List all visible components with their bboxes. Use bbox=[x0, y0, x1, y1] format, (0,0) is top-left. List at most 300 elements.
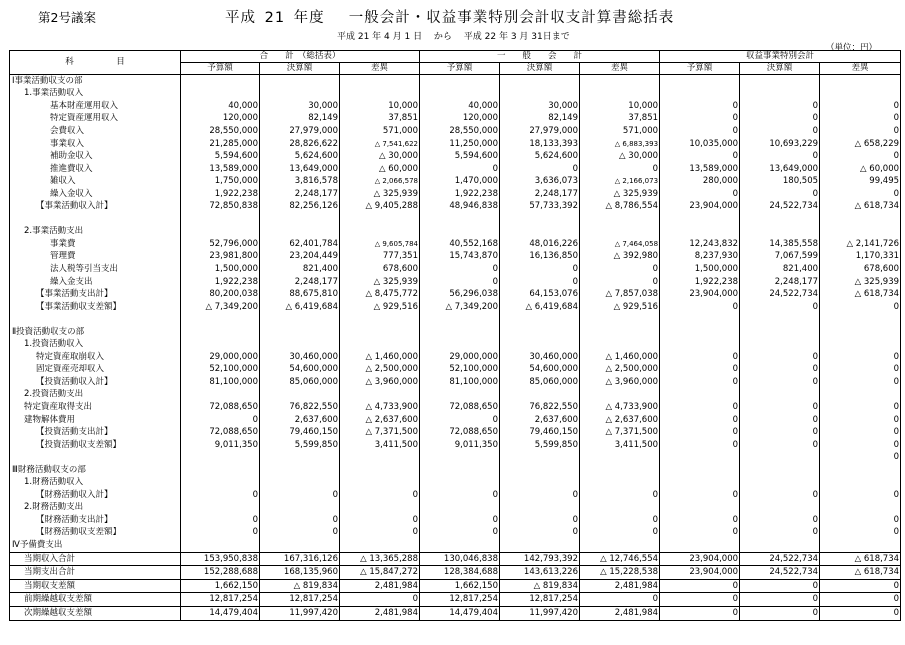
amount-cell bbox=[260, 88, 340, 101]
amount-cell: 0 bbox=[660, 113, 740, 126]
table-row bbox=[10, 552, 901, 566]
amount-cell bbox=[181, 477, 260, 490]
currency-unit: （単位：円） bbox=[826, 43, 878, 53]
amount-cell: 5,594,600 bbox=[181, 150, 260, 163]
amount-cell bbox=[340, 326, 420, 339]
amount-cell: △ 2,637,600 bbox=[340, 414, 420, 427]
amount-cell: 23,904,000 bbox=[660, 288, 740, 301]
amount-cell bbox=[660, 213, 740, 226]
amount-cell: 0 bbox=[181, 527, 260, 540]
amount-cell: 1,500,000 bbox=[181, 263, 260, 276]
amount-cell: 0 bbox=[340, 527, 420, 540]
amount-cell: 0 bbox=[340, 593, 420, 607]
amount-cell bbox=[580, 338, 660, 351]
amount-cell bbox=[820, 213, 901, 226]
amount-cell bbox=[181, 338, 260, 351]
amount-cell: 2,637,600 bbox=[500, 414, 580, 427]
amount-cell: 56,296,038 bbox=[420, 288, 500, 301]
amount-cell: 0 bbox=[660, 150, 740, 163]
amount-cell: 0 bbox=[660, 125, 740, 138]
amount-cell: △ 9,605,784 bbox=[340, 238, 420, 251]
amount-cell: 0 bbox=[500, 514, 580, 527]
amount-cell: 37,851 bbox=[580, 113, 660, 126]
amount-cell: 11,997,420 bbox=[500, 606, 580, 620]
amount-cell bbox=[260, 464, 340, 477]
amount-cell bbox=[580, 464, 660, 477]
amount-cell: 30,460,000 bbox=[500, 351, 580, 364]
amount-cell: 18,133,393 bbox=[500, 138, 580, 151]
amount-cell bbox=[181, 213, 260, 226]
amount-cell: 64,153,076 bbox=[500, 288, 580, 301]
row-label: 繰入金支出 bbox=[10, 276, 181, 289]
amount-cell: △ 7,857,038 bbox=[580, 288, 660, 301]
amount-cell bbox=[820, 88, 901, 101]
amount-cell: 0 bbox=[740, 514, 820, 527]
amount-cell bbox=[420, 326, 500, 339]
table-row bbox=[10, 439, 901, 452]
amount-cell: 13,649,000 bbox=[740, 163, 820, 176]
amount-cell: 0 bbox=[660, 514, 740, 527]
table-row bbox=[10, 226, 901, 239]
table-row bbox=[10, 489, 901, 502]
amount-cell: 0 bbox=[420, 514, 500, 527]
amount-cell bbox=[340, 75, 420, 88]
table-row bbox=[10, 514, 901, 527]
amount-cell: 2,248,177 bbox=[500, 188, 580, 201]
amount-cell: 24,522,734 bbox=[740, 552, 820, 566]
table-row bbox=[10, 502, 901, 515]
table-row bbox=[10, 593, 901, 607]
amount-cell: 21,285,000 bbox=[181, 138, 260, 151]
amount-cell: 10,000 bbox=[340, 100, 420, 113]
amount-cell: 12,817,254 bbox=[181, 593, 260, 607]
amount-cell bbox=[500, 226, 580, 239]
amount-cell: 0 bbox=[820, 100, 901, 113]
amount-cell: 0 bbox=[580, 489, 660, 502]
amount-cell: 0 bbox=[740, 351, 820, 364]
amount-cell: 571,000 bbox=[340, 125, 420, 138]
row-label: 2.事業活動支出 bbox=[10, 226, 181, 239]
amount-cell: 0 bbox=[340, 514, 420, 527]
amount-cell: 57,733,392 bbox=[500, 200, 580, 213]
amount-cell: △ 618,734 bbox=[820, 566, 901, 580]
amount-cell: 0 bbox=[660, 188, 740, 201]
row-label: 【事業活動収入計】 bbox=[10, 200, 181, 213]
amount-cell: 24,522,734 bbox=[740, 566, 820, 580]
amount-cell: 30,000 bbox=[260, 100, 340, 113]
row-label: 事業収入 bbox=[10, 138, 181, 151]
amount-cell: 37,851 bbox=[340, 113, 420, 126]
amount-cell: 0 bbox=[420, 263, 500, 276]
amount-cell: △ 9,405,288 bbox=[340, 200, 420, 213]
amount-cell: 0 bbox=[181, 514, 260, 527]
amount-cell: 30,000 bbox=[500, 100, 580, 113]
amount-cell: △ 3,960,000 bbox=[580, 376, 660, 389]
amount-cell bbox=[340, 477, 420, 490]
amount-cell bbox=[181, 326, 260, 339]
row-label: 【投資活動収支差額】 bbox=[10, 439, 181, 452]
amount-cell: 120,000 bbox=[181, 113, 260, 126]
sub-header: 予算額 bbox=[181, 63, 260, 75]
amount-cell: 28,826,622 bbox=[260, 138, 340, 151]
amount-cell bbox=[260, 451, 340, 464]
table-row bbox=[10, 313, 901, 326]
amount-cell: 280,000 bbox=[660, 175, 740, 188]
row-label: 当期収支差額 bbox=[10, 579, 181, 593]
amount-cell bbox=[340, 226, 420, 239]
amount-cell: 0 bbox=[740, 606, 820, 620]
amount-cell: 72,088,650 bbox=[181, 401, 260, 414]
amount-cell: 80,200,038 bbox=[181, 288, 260, 301]
table-row bbox=[10, 451, 901, 464]
amount-cell: 10,693,229 bbox=[740, 138, 820, 151]
amount-cell: △ 658,229 bbox=[820, 138, 901, 151]
amount-cell: 14,479,404 bbox=[181, 606, 260, 620]
amount-cell: 0 bbox=[740, 125, 820, 138]
amount-cell bbox=[181, 313, 260, 326]
row-label: 【投資活動収入計】 bbox=[10, 376, 181, 389]
table-row bbox=[10, 539, 901, 552]
row-label: Ⅰ事業活動収支の部 bbox=[10, 75, 181, 88]
amount-cell bbox=[340, 338, 420, 351]
row-label: 【財務活動収支差額】 bbox=[10, 527, 181, 540]
amount-cell: 0 bbox=[660, 100, 740, 113]
amount-cell: △ 15,847,272 bbox=[340, 566, 420, 580]
amount-cell: 0 bbox=[660, 593, 740, 607]
amount-cell: △ 30,000 bbox=[580, 150, 660, 163]
amount-cell bbox=[500, 326, 580, 339]
amount-cell: 167,316,126 bbox=[260, 552, 340, 566]
amount-cell bbox=[340, 389, 420, 402]
amount-cell: 0 bbox=[740, 100, 820, 113]
amount-cell: 1,662,150 bbox=[181, 579, 260, 593]
amount-cell: 0 bbox=[500, 527, 580, 540]
amount-cell: 0 bbox=[740, 113, 820, 126]
amount-cell: 12,817,254 bbox=[420, 593, 500, 607]
amount-cell: 72,088,650 bbox=[181, 426, 260, 439]
amount-cell bbox=[740, 389, 820, 402]
amount-cell bbox=[740, 313, 820, 326]
amount-cell: 2,637,600 bbox=[260, 414, 340, 427]
amount-cell: △ 8,786,554 bbox=[580, 200, 660, 213]
amount-cell: 2,248,177 bbox=[740, 276, 820, 289]
amount-cell bbox=[580, 477, 660, 490]
amount-cell: 23,904,000 bbox=[660, 552, 740, 566]
amount-cell: △ 15,228,538 bbox=[580, 566, 660, 580]
amount-cell: 0 bbox=[740, 414, 820, 427]
table-header bbox=[10, 51, 901, 75]
amount-cell bbox=[260, 502, 340, 515]
amount-cell: 0 bbox=[820, 188, 901, 201]
amount-cell: △ 7,349,200 bbox=[420, 301, 500, 314]
group-header-general: 一 般 会 計 bbox=[420, 51, 660, 63]
amount-cell: 0 bbox=[660, 401, 740, 414]
row-label: 雑収入 bbox=[10, 175, 181, 188]
amount-cell: △ 60,000 bbox=[820, 163, 901, 176]
amount-cell: △ 618,734 bbox=[820, 288, 901, 301]
amount-cell bbox=[820, 338, 901, 351]
amount-cell bbox=[740, 477, 820, 490]
amount-cell: 0 bbox=[820, 451, 901, 464]
row-label: 1.財務活動収入 bbox=[10, 477, 181, 490]
amount-cell: 168,135,960 bbox=[260, 566, 340, 580]
amount-cell: 0 bbox=[820, 593, 901, 607]
amount-cell: 0 bbox=[580, 593, 660, 607]
amount-cell: 1,922,238 bbox=[420, 188, 500, 201]
amount-cell bbox=[500, 213, 580, 226]
amount-cell bbox=[660, 326, 740, 339]
sub-header: 差異 bbox=[820, 63, 901, 75]
table-row bbox=[10, 426, 901, 439]
amount-cell bbox=[820, 326, 901, 339]
sub-header: 決算額 bbox=[740, 63, 820, 75]
row-label: 1.投資活動収入 bbox=[10, 338, 181, 351]
amount-cell bbox=[340, 313, 420, 326]
amount-cell: 1,922,238 bbox=[660, 276, 740, 289]
amount-cell: 13,589,000 bbox=[181, 163, 260, 176]
amount-cell bbox=[580, 539, 660, 552]
amount-cell bbox=[740, 326, 820, 339]
table-row bbox=[10, 100, 901, 113]
amount-cell: △ 3,960,000 bbox=[340, 376, 420, 389]
amount-cell: 0 bbox=[820, 606, 901, 620]
amount-cell bbox=[660, 313, 740, 326]
amount-cell bbox=[740, 502, 820, 515]
amount-cell bbox=[660, 88, 740, 101]
amount-cell: 0 bbox=[740, 150, 820, 163]
amount-cell bbox=[580, 451, 660, 464]
amount-cell: 0 bbox=[740, 593, 820, 607]
table-row bbox=[10, 376, 901, 389]
amount-cell bbox=[260, 389, 340, 402]
sub-header: 差異 bbox=[340, 63, 420, 75]
amount-cell: 3,411,500 bbox=[580, 439, 660, 452]
row-label: 事業費 bbox=[10, 238, 181, 251]
amount-cell: 142,793,392 bbox=[500, 552, 580, 566]
amount-cell: △ 325,939 bbox=[340, 188, 420, 201]
amount-cell: 40,552,168 bbox=[420, 238, 500, 251]
row-label: 【財務活動収入計】 bbox=[10, 489, 181, 502]
amount-cell: 571,000 bbox=[580, 125, 660, 138]
amount-cell: 52,796,000 bbox=[181, 238, 260, 251]
amount-cell bbox=[580, 389, 660, 402]
amount-cell: 2,481,984 bbox=[340, 606, 420, 620]
table-row bbox=[10, 75, 901, 88]
amount-cell: 0 bbox=[500, 489, 580, 502]
table-row bbox=[10, 125, 901, 138]
amount-cell: △ 13,365,288 bbox=[340, 552, 420, 566]
amount-cell: △ 60,000 bbox=[340, 163, 420, 176]
amount-cell: 81,100,000 bbox=[181, 376, 260, 389]
amount-cell bbox=[340, 213, 420, 226]
table-row bbox=[10, 263, 901, 276]
amount-cell: 0 bbox=[580, 263, 660, 276]
amount-cell: 27,979,000 bbox=[260, 125, 340, 138]
amount-cell bbox=[420, 338, 500, 351]
amount-cell: 10,035,000 bbox=[660, 138, 740, 151]
amount-cell: 2,481,984 bbox=[580, 606, 660, 620]
amount-cell: 0 bbox=[181, 414, 260, 427]
amount-cell: 0 bbox=[740, 579, 820, 593]
amount-cell: 5,624,600 bbox=[500, 150, 580, 163]
amount-cell bbox=[500, 502, 580, 515]
amount-cell: 76,822,550 bbox=[500, 401, 580, 414]
amount-cell bbox=[181, 389, 260, 402]
amount-cell bbox=[500, 313, 580, 326]
amount-cell: 40,000 bbox=[420, 100, 500, 113]
amount-cell: 13,649,000 bbox=[260, 163, 340, 176]
amount-cell bbox=[181, 88, 260, 101]
amount-cell: 72,088,650 bbox=[420, 401, 500, 414]
amount-cell: △ 929,516 bbox=[580, 301, 660, 314]
amount-cell: 0 bbox=[820, 125, 901, 138]
amount-cell: 0 bbox=[580, 276, 660, 289]
amount-cell: 0 bbox=[420, 276, 500, 289]
amount-cell bbox=[500, 88, 580, 101]
amount-cell bbox=[740, 75, 820, 88]
amount-cell bbox=[260, 313, 340, 326]
row-label: 2.投資活動支出 bbox=[10, 389, 181, 402]
amount-cell: △ 6,419,684 bbox=[260, 301, 340, 314]
amount-cell: 16,136,850 bbox=[500, 251, 580, 264]
row-label: 当期収入合計 bbox=[10, 552, 181, 566]
amount-cell: 5,594,600 bbox=[420, 150, 500, 163]
amount-cell: 72,088,650 bbox=[420, 426, 500, 439]
row-label: 基本財産運用収入 bbox=[10, 100, 181, 113]
table-row bbox=[10, 414, 901, 427]
amount-cell bbox=[740, 213, 820, 226]
amount-cell: 82,256,126 bbox=[260, 200, 340, 213]
amount-cell: 24,522,734 bbox=[740, 200, 820, 213]
amount-cell: 777,351 bbox=[340, 251, 420, 264]
amount-cell bbox=[580, 213, 660, 226]
amount-cell: △ 2,637,600 bbox=[580, 414, 660, 427]
amount-cell bbox=[820, 226, 901, 239]
amount-cell: 153,950,838 bbox=[181, 552, 260, 566]
amount-cell: 7,067,599 bbox=[740, 251, 820, 264]
amount-cell: 0 bbox=[820, 376, 901, 389]
amount-cell: 0 bbox=[740, 401, 820, 414]
amount-cell bbox=[740, 338, 820, 351]
amount-cell: 143,613,226 bbox=[500, 566, 580, 580]
amount-cell: 0 bbox=[420, 414, 500, 427]
amount-cell: 23,981,800 bbox=[181, 251, 260, 264]
amount-cell: △ 618,734 bbox=[820, 200, 901, 213]
amount-cell: 0 bbox=[820, 426, 901, 439]
amount-cell: 0 bbox=[740, 426, 820, 439]
amount-cell bbox=[260, 477, 340, 490]
amount-cell bbox=[420, 502, 500, 515]
amount-cell: 0 bbox=[500, 263, 580, 276]
table-row bbox=[10, 288, 901, 301]
amount-cell: 0 bbox=[820, 351, 901, 364]
amount-cell: △ 325,939 bbox=[580, 188, 660, 201]
table-row bbox=[10, 163, 901, 176]
amount-cell: 130,046,838 bbox=[420, 552, 500, 566]
amount-cell: 13,589,000 bbox=[660, 163, 740, 176]
amount-cell bbox=[500, 389, 580, 402]
amount-cell bbox=[500, 477, 580, 490]
sub-header: 差異 bbox=[580, 63, 660, 75]
amount-cell bbox=[420, 477, 500, 490]
amount-cell bbox=[420, 226, 500, 239]
amount-cell bbox=[260, 226, 340, 239]
row-label: 【事業活動収支差額】 bbox=[10, 301, 181, 314]
amount-cell: 79,460,150 bbox=[500, 426, 580, 439]
amount-cell: 1,662,150 bbox=[420, 579, 500, 593]
amount-cell: 8,237,930 bbox=[660, 251, 740, 264]
amount-cell bbox=[580, 226, 660, 239]
amount-cell: 0 bbox=[740, 376, 820, 389]
amount-cell: △ 2,500,000 bbox=[580, 364, 660, 377]
amount-cell bbox=[820, 502, 901, 515]
amount-cell: 9,011,350 bbox=[181, 439, 260, 452]
amount-cell bbox=[740, 539, 820, 552]
amount-cell: △ 7,349,200 bbox=[181, 301, 260, 314]
table-row bbox=[10, 527, 901, 540]
amount-cell: △ 4,733,900 bbox=[580, 401, 660, 414]
amount-cell: 2,248,177 bbox=[260, 188, 340, 201]
table-row bbox=[10, 213, 901, 226]
amount-cell bbox=[500, 464, 580, 477]
amount-cell bbox=[740, 226, 820, 239]
amount-cell: 0 bbox=[580, 163, 660, 176]
row-label: 2.財務活動支出 bbox=[10, 502, 181, 515]
amount-cell: 29,000,000 bbox=[420, 351, 500, 364]
table-row bbox=[10, 301, 901, 314]
amount-cell: 3,411,500 bbox=[340, 439, 420, 452]
row-label: 繰入金収入 bbox=[10, 188, 181, 201]
amount-cell: △ 392,980 bbox=[580, 251, 660, 264]
amount-cell: 2,248,177 bbox=[260, 276, 340, 289]
amount-cell: 85,060,000 bbox=[500, 376, 580, 389]
amount-cell: △ 30,000 bbox=[340, 150, 420, 163]
amount-cell: 0 bbox=[660, 606, 740, 620]
amount-cell: 5,624,600 bbox=[260, 150, 340, 163]
amount-cell: 1,922,238 bbox=[181, 276, 260, 289]
amount-cell: 0 bbox=[660, 364, 740, 377]
amount-cell: △ 325,939 bbox=[340, 276, 420, 289]
amount-cell: 180,505 bbox=[740, 175, 820, 188]
row-label: Ⅳ予備費支出 bbox=[10, 539, 181, 552]
amount-cell: 5,599,850 bbox=[260, 439, 340, 452]
amount-cell: 0 bbox=[740, 364, 820, 377]
amount-cell bbox=[420, 389, 500, 402]
amount-cell: 0 bbox=[500, 163, 580, 176]
amount-cell: △ 2,141,726 bbox=[820, 238, 901, 251]
amount-cell: 14,479,404 bbox=[420, 606, 500, 620]
amount-cell: △ 819,834 bbox=[260, 579, 340, 593]
amount-cell: △ 1,460,000 bbox=[580, 351, 660, 364]
amount-cell: △ 12,746,554 bbox=[580, 552, 660, 566]
row-label bbox=[10, 313, 181, 326]
amount-cell: 678,600 bbox=[340, 263, 420, 276]
table-row bbox=[10, 175, 901, 188]
amount-cell: 28,550,000 bbox=[181, 125, 260, 138]
table-row bbox=[10, 113, 901, 126]
table-row bbox=[10, 389, 901, 402]
amount-cell: 821,400 bbox=[260, 263, 340, 276]
amount-cell: 81,100,000 bbox=[420, 376, 500, 389]
amount-cell bbox=[181, 464, 260, 477]
amount-cell: 0 bbox=[740, 527, 820, 540]
table-row bbox=[10, 351, 901, 364]
amount-cell: 0 bbox=[740, 489, 820, 502]
amount-cell bbox=[660, 464, 740, 477]
amount-cell: 0 bbox=[660, 376, 740, 389]
amount-cell bbox=[420, 464, 500, 477]
amount-cell: 15,743,870 bbox=[420, 251, 500, 264]
